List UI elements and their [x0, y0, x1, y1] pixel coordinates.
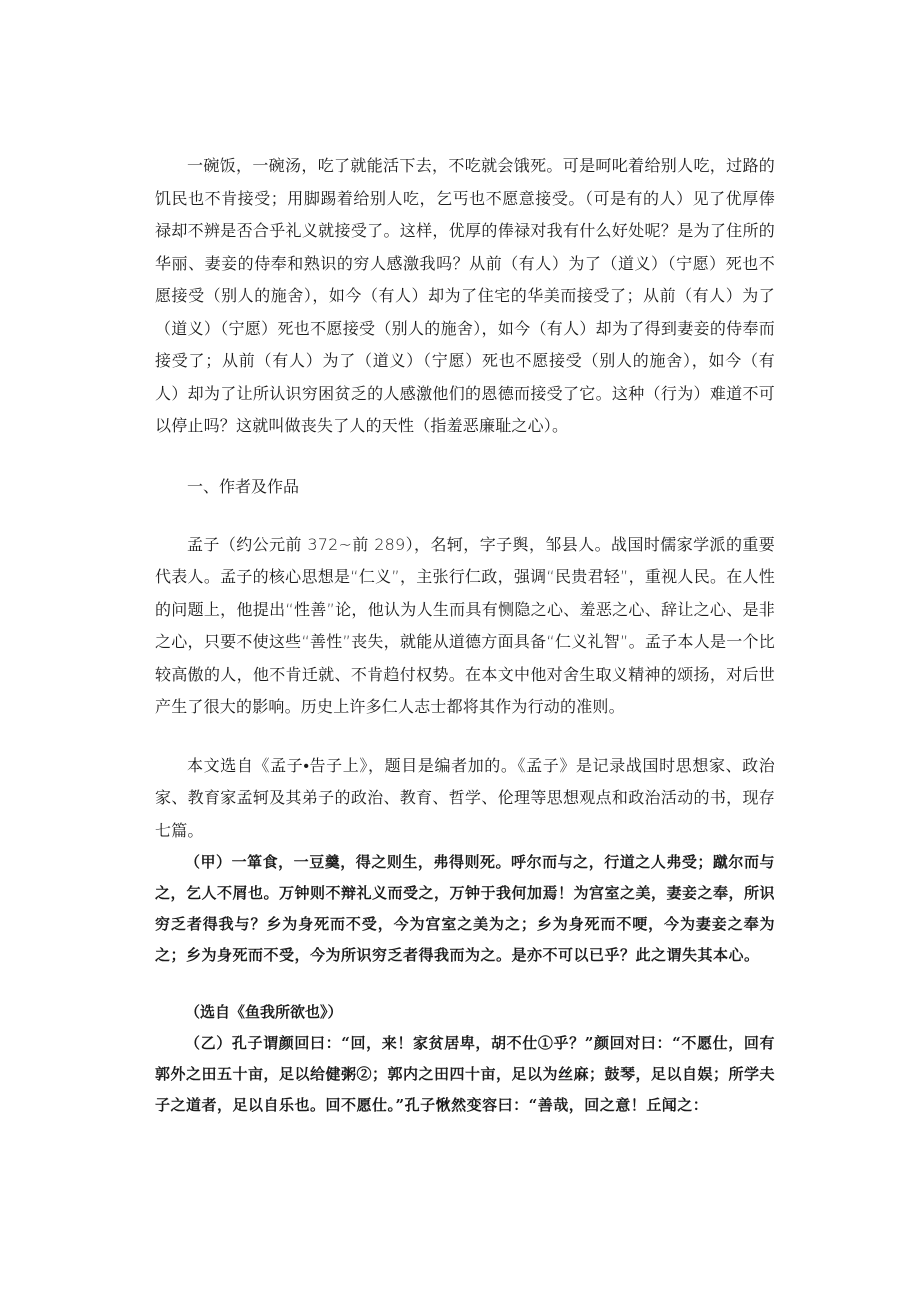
passage-jia: （甲）一箪食，一豆羹，得之则生，弗得则死。呼尔而与之，行道之人弗受；蹴尔而与之，乞人不屑也。万钟则不辩礼义而受之，万钟于我何加焉！为宫室之美，妻妾之奉，所识穷乏者得我与？乡为身死而不受，今为宫室之美为之；乡为身死而不哽，今为妻妾之奉为之；乡为身死而不受，今为所识穷乏者得我而为之。是亦不可以已乎？此之谓失其本心。	[155, 853, 776, 964]
section-heading: 一、作者及作品	[187, 476, 300, 496]
passage-jia-source: （选自《鱼我所欲也》）	[185, 1003, 343, 1021]
translation-paragraph: 一碗饭，一碗汤，吃了就能活下去，不吃就会饿死。可是呵叱着给别人吃，过路的饥民也不肯接受；用脚踢着给别人吃，乞丐也不愿意接受。（可是有的人）见了优厚俸禄却不辨是否合乎礼义就接受了。这样，优厚的俸禄对我有什么好处呢？是为了住所的华丽、妻妾的侍奉和熟识的穷人感激我吗？从前（有人）为了（道义）（宁愿）死也不愿接受（别人的施舍），如今（有人）却为了住宅的华美而接受了；从前（有人）为了（道义）（宁愿）死也不愿接受（别人的施舍），如今（有人）却为了得到妻妾的侍奉而接受了；从前（有人）为了（道义）（宁愿）死也不愿接受（别人的施舍），如今（有人）却为了让所认识穷困贫乏的人感激他们的恩德而接受了它。这种（行为）难道不可以停止吗？这就叫做丧失了人的天性（指羞恶廉耻之心）。	[155, 156, 775, 435]
passage-yi: （乙）孔子谓颜回曰：“回，来！家贫居卑，胡不仕①乎？”颜回对曰：“不愿仕，回有郭外之田五十亩，足以给健粥②；郭内之田四十亩，足以为丝麻；鼓琴，足以自娱；所学夫子之道者，足以自乐也。回不愿仕。”孔子愀然变容曰：“善哉，回之意！丘闻之：	[155, 1034, 776, 1114]
author-intro-paragraph: 孟子（约公元前 372~前 289），名轲，字子舆，邹县人。战国时儒家学派的重要代表人。孟子的核心思想是“仁义”，主张行仁政，强调“民贵君轻”，重视人民。在人性的问题上，他提出“性善”论，他认为人生而具有恻隐之心、羞恶之心、辞让之心、是非之心，只要不使这些“善性”丧失，就能从道德方面具备“仁义礼智”。孟子本人是一个比较高傲的人，他不肯迁就、不肯趋付权势。在本文中他对舍生取义精神的颂扬，对后世产生了很大的影响。历史上许多仁人志士都将其作为行动的准则。	[155, 534, 775, 716]
document-body	[155, 150, 775, 1121]
source-intro-paragraph: 本文选自《孟子•告子上》，题目是编者加的。《孟子》是记录战国时思想家、政治家、教育家孟轲及其弟子的政治、教育、哲学、伦理等思想观点和政治活动的书，现存七篇。	[155, 755, 775, 840]
